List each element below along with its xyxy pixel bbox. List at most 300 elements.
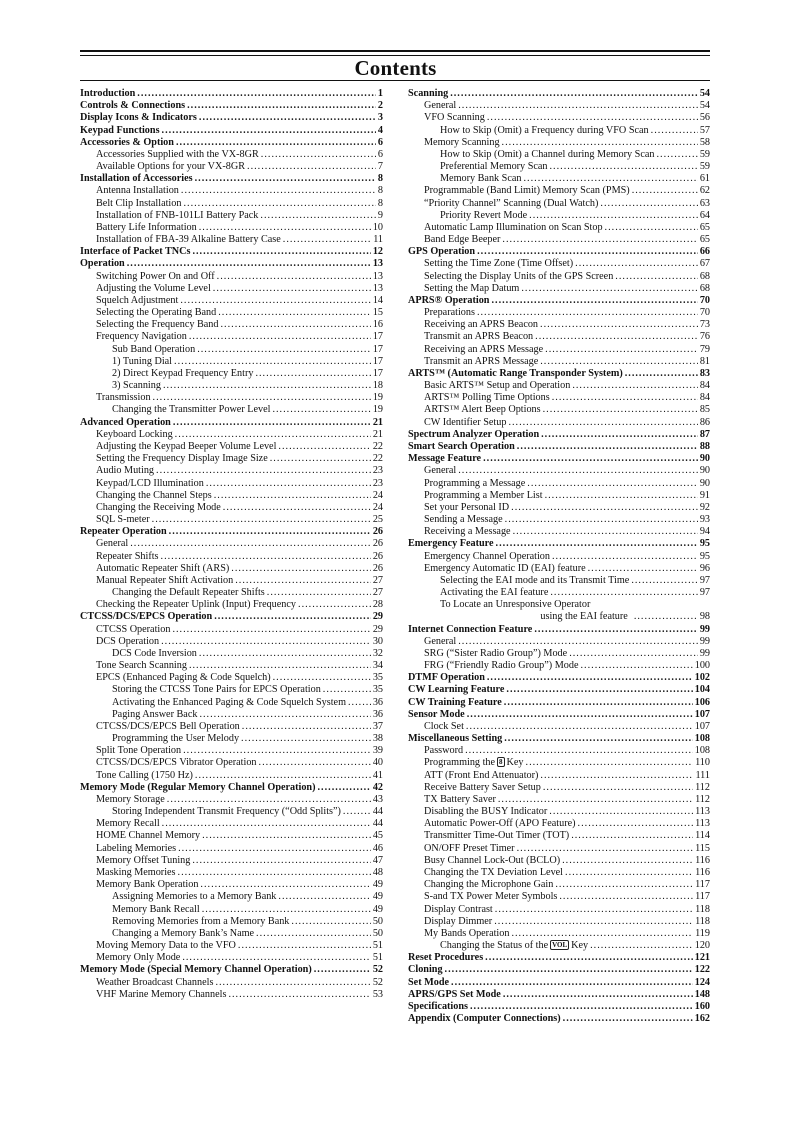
toc-page-number: 84 (699, 380, 710, 392)
toc-entry-title: Transmit an APRS Message (424, 355, 539, 367)
toc-entry[interactable] (408, 648, 710, 660)
toc-entry[interactable] (408, 210, 710, 222)
toc-entry[interactable] (408, 88, 710, 100)
dot-leader (552, 551, 698, 563)
toc-entry-title: EPCS (Enhanced Paging & Code Squelch) (96, 672, 271, 684)
toc-entry[interactable] (80, 636, 383, 648)
toc-page-number: 59 (699, 161, 710, 173)
toc-entry[interactable] (408, 770, 710, 782)
toc-entry[interactable] (80, 404, 383, 416)
toc-entry-title: Manual Repeater Shift Activation (96, 574, 234, 586)
toc-entry[interactable] (80, 660, 383, 672)
dot-leader (278, 891, 370, 903)
toc-entry[interactable] (80, 782, 383, 794)
toc-entry[interactable] (408, 855, 710, 867)
dot-leader (130, 538, 371, 550)
toc-entry[interactable] (408, 258, 710, 270)
toc-page-number: 117 (695, 891, 710, 903)
toc-entry[interactable] (80, 794, 383, 806)
toc-entry[interactable] (408, 380, 710, 392)
toc-entry[interactable] (80, 429, 383, 441)
toc-page-number: 115 (695, 842, 710, 854)
dot-leader (540, 319, 698, 331)
toc-entry[interactable] (80, 100, 383, 112)
toc-entry[interactable] (408, 684, 710, 696)
toc-entry-title: Installation of FNB-101LI Battery Pack (96, 209, 259, 221)
dot-leader (172, 624, 370, 636)
toc-entry[interactable] (408, 940, 710, 952)
toc-entry[interactable] (80, 867, 383, 879)
toc-page-number: 112 (695, 793, 710, 805)
dot-leader (195, 173, 376, 185)
toc-entry[interactable] (80, 757, 383, 769)
toc-entry-title: General (424, 635, 457, 647)
toc-entry[interactable] (408, 173, 710, 185)
dot-leader (221, 319, 371, 331)
toc-page-number: 9 (377, 209, 383, 221)
toc-entry[interactable] (80, 258, 383, 270)
dot-leader (513, 526, 698, 538)
toc-entry[interactable] (408, 295, 710, 307)
toc-entry[interactable] (408, 672, 710, 684)
toc-entry-title: Transmit an APRS Beacon (424, 331, 534, 343)
toc-page-number: 38 (372, 733, 383, 745)
toc-entry[interactable] (80, 149, 383, 161)
toc-entry-title: Controls & Connections (80, 100, 186, 112)
toc-entry[interactable] (408, 429, 710, 441)
toc-entry[interactable] (408, 283, 710, 295)
toc-entry[interactable] (80, 964, 383, 976)
toc-entry-title: DCS Operation (96, 635, 160, 647)
toc-entry[interactable] (80, 125, 383, 137)
toc-entry[interactable] (408, 1013, 710, 1025)
toc-entry[interactable] (80, 843, 383, 855)
toc-entry-title: VHF Marine Memory Channels (96, 988, 227, 1000)
toc-entry[interactable] (408, 891, 710, 903)
toc-page-number: 81 (699, 355, 710, 367)
toc-entry[interactable] (80, 830, 383, 842)
toc-entry[interactable] (80, 453, 383, 465)
toc-entry[interactable] (408, 721, 710, 733)
toc-page-number: 97 (699, 587, 710, 599)
toc-entry-title: Tone Search Scanning (96, 660, 187, 672)
toc-entry[interactable] (408, 161, 710, 173)
dot-leader (496, 538, 698, 550)
toc-page-number: 106 (694, 696, 710, 708)
toc-entry[interactable] (408, 806, 710, 818)
toc-entry[interactable] (408, 465, 710, 477)
toc-entry[interactable] (80, 575, 383, 587)
toc-entry-title: Memory Bank Operation (96, 879, 199, 891)
toc-page-number: 118 (695, 903, 710, 915)
toc-entry[interactable] (408, 794, 710, 806)
toc-page-number: 16 (372, 319, 383, 331)
toc-entry[interactable] (408, 478, 710, 490)
dot-leader (197, 344, 371, 356)
toc-entry[interactable] (408, 417, 710, 429)
toc-entry[interactable] (80, 648, 383, 660)
toc-entry-title: S-and TX Power Meter Symbols (424, 891, 558, 903)
toc-entry[interactable] (408, 745, 710, 757)
toc-entry[interactable] (408, 112, 710, 124)
toc-entry-title: “Priority Channel” Scanning (Dual Watch) (424, 197, 599, 209)
toc-entry-title: ON/OFF Preset Timer (424, 842, 515, 854)
toc-entry[interactable] (80, 161, 383, 173)
toc-entry[interactable] (80, 417, 383, 429)
toc-page-number: 65 (699, 234, 710, 246)
toc-entry[interactable] (80, 185, 383, 197)
dot-leader (634, 611, 698, 623)
toc-entry[interactable] (408, 392, 710, 404)
dot-leader (169, 526, 371, 538)
toc-entry-title: Programming a Message (424, 477, 526, 489)
toc-entry-title: Receive Battery Saver Setup (424, 781, 541, 793)
toc-entry[interactable] (408, 818, 710, 830)
dot-leader (298, 599, 371, 611)
dot-leader (180, 295, 370, 307)
toc-page-number: 119 (695, 927, 710, 939)
toc-entry-title: Setting the Time Zone (Time Offset) (424, 258, 574, 270)
toc-entry-title: Frequency Navigation (96, 331, 187, 343)
toc-entry[interactable] (80, 855, 383, 867)
toc-entry[interactable] (80, 611, 383, 623)
page-title: Contents (354, 56, 437, 80)
toc-entry[interactable] (80, 989, 383, 1001)
toc-entry[interactable] (408, 502, 710, 514)
dot-leader (199, 222, 371, 234)
toc-entry-title: Switching Power On and Off (96, 270, 215, 282)
toc-entry[interactable] (408, 441, 710, 453)
toc-entry[interactable] (80, 916, 383, 928)
dot-leader (527, 478, 698, 490)
toc-entry[interactable] (80, 490, 383, 502)
toc-entry[interactable] (408, 709, 710, 721)
toc-entry-title: Password (424, 745, 464, 757)
toc-entry[interactable] (408, 611, 710, 623)
toc-entry[interactable] (80, 904, 383, 916)
toc-page-number: 46 (372, 842, 383, 854)
toc-entry[interactable] (80, 891, 383, 903)
toc-entry-title: Receiving a Message (424, 526, 511, 538)
dot-leader (651, 125, 698, 137)
toc-page-number: 66 (699, 246, 710, 258)
dot-leader (161, 636, 371, 648)
toc-entry[interactable] (408, 149, 710, 161)
toc-entry[interactable] (408, 307, 710, 319)
toc-entry[interactable] (80, 344, 383, 356)
dot-leader (256, 928, 371, 940)
toc-entry-title: APRS/GPS Set Mode (408, 988, 501, 1000)
toc-entry[interactable] (80, 392, 383, 404)
toc-entry[interactable] (408, 368, 710, 380)
toc-entry[interactable] (408, 137, 710, 149)
toc-page-number: 41 (372, 769, 383, 781)
toc-entry-title: SQL S-meter (96, 514, 150, 526)
toc-page-number: 90 (699, 465, 710, 477)
dot-leader (182, 952, 370, 964)
toc-entry[interactable] (80, 879, 383, 891)
toc-entry[interactable] (80, 684, 383, 696)
dot-leader (162, 125, 376, 137)
toc-entry-title: using the EAI feature (540, 611, 628, 623)
toc-entry[interactable] (408, 246, 710, 258)
toc-entry-title: Belt Clip Installation (96, 197, 182, 209)
dot-leader (176, 137, 376, 149)
toc-entry-title: Selecting the Display Units of the GPS Screen (424, 270, 614, 282)
toc-entry[interactable] (80, 599, 383, 611)
dot-leader (260, 210, 376, 222)
dot-leader (152, 514, 371, 526)
toc-entry[interactable] (80, 672, 383, 684)
toc-entry[interactable] (408, 125, 710, 137)
toc-entry[interactable] (408, 830, 710, 842)
toc-entry[interactable] (408, 757, 710, 769)
toc-entry[interactable] (408, 514, 710, 526)
toc-entry-title: Programmable (Band Limit) Memory Scan (PMS) (424, 185, 630, 197)
toc-entry[interactable] (408, 356, 710, 368)
toc-page-number: 96 (699, 562, 710, 574)
toc-page-number: 63 (699, 197, 710, 209)
toc-entry[interactable] (408, 331, 710, 343)
toc-page-number: 86 (699, 416, 710, 428)
toc-entry[interactable] (408, 404, 710, 416)
toc-page-number: 26 (372, 550, 383, 562)
dot-leader (238, 940, 371, 952)
toc-entry[interactable] (408, 344, 710, 356)
toc-entry[interactable] (80, 770, 383, 782)
toc-entry[interactable] (408, 952, 710, 964)
toc-entry[interactable] (80, 563, 383, 575)
toc-entry[interactable] (80, 137, 383, 149)
toc-entry[interactable] (408, 575, 710, 587)
toc-entry[interactable] (80, 818, 383, 830)
toc-entry[interactable] (408, 222, 710, 234)
toc-page-number: 51 (372, 940, 383, 952)
toc-entry[interactable] (408, 563, 710, 575)
toc-entry-title: Basic ARTS™ Setup and Operation (424, 380, 571, 392)
toc-entry-title: Adjusting the Volume Level (96, 282, 211, 294)
toc-entry[interactable] (408, 916, 710, 928)
toc-page-number: 47 (372, 854, 383, 866)
toc-entry-title: Smart Search Operation (408, 440, 515, 452)
dot-leader (485, 952, 693, 964)
toc-page-number: 24 (372, 489, 383, 501)
toc-page-number: 116 (695, 854, 710, 866)
toc-entry[interactable] (80, 283, 383, 295)
toc-entry[interactable] (408, 453, 710, 465)
toc-entry[interactable] (408, 782, 710, 794)
toc-entry[interactable] (80, 502, 383, 514)
dot-leader (247, 161, 376, 173)
toc-page-number: 95 (699, 550, 710, 562)
toc-entry[interactable] (80, 88, 383, 100)
toc-entry[interactable] (80, 721, 383, 733)
toc-entry[interactable] (80, 441, 383, 453)
toc-entry[interactable] (408, 490, 710, 502)
toc-entry[interactable] (80, 368, 383, 380)
toc-entry[interactable] (80, 356, 383, 368)
dot-leader (270, 453, 371, 465)
dot-leader (267, 587, 371, 599)
toc-entry[interactable] (80, 295, 383, 307)
dot-leader (223, 502, 371, 514)
toc-entry[interactable] (80, 319, 383, 331)
toc-entry-title: Removing Memories from a Memory Bank (112, 915, 290, 927)
toc-entry[interactable] (80, 526, 383, 538)
toc-entry[interactable] (408, 271, 710, 283)
toc-page-number: 122 (694, 964, 710, 976)
toc-entry[interactable] (408, 867, 710, 879)
toc-entry[interactable] (80, 697, 383, 709)
toc-entry[interactable] (408, 624, 710, 636)
toc-entry[interactable] (80, 977, 383, 989)
toc-entry[interactable] (80, 198, 383, 210)
toc-page-number: 4 (377, 124, 383, 136)
dot-leader (261, 149, 376, 161)
toc-page-number: 27 (372, 574, 383, 586)
dot-leader (540, 356, 698, 368)
toc-entry-title: Changing the Channel Steps (96, 489, 212, 501)
toc-entry-title: Receiving an APRS Beacon (424, 319, 539, 331)
toc-entry[interactable] (408, 551, 710, 563)
toc-entry[interactable] (408, 100, 710, 112)
toc-page-number: 26 (372, 538, 383, 550)
toc-entry-title: CTCSS/DCS/EPCS Bell Operation (96, 720, 240, 732)
toc-entry-title: Changing the Transmitter Power Level (112, 404, 271, 416)
toc-entry[interactable] (408, 904, 710, 916)
dot-leader (521, 283, 697, 295)
dot-leader (466, 721, 693, 733)
toc-page-number: 68 (699, 282, 710, 294)
toc-page-number: 32 (372, 647, 383, 659)
toc-entry[interactable] (80, 246, 383, 258)
toc-entry[interactable] (80, 478, 383, 490)
toc-entry[interactable] (80, 514, 383, 526)
toc-entry[interactable] (80, 210, 383, 222)
toc-entry-title: Masking Memories (96, 867, 176, 878)
toc-entry[interactable] (80, 551, 383, 563)
toc-entry[interactable] (408, 660, 710, 672)
dot-leader (127, 258, 371, 270)
toc-entry-title: General (96, 538, 129, 550)
toc-entry[interactable] (408, 977, 710, 989)
toc-entry[interactable] (408, 198, 710, 210)
toc-entry[interactable] (80, 745, 383, 757)
toc-entry-title: ATT (Front End Attenuator) (424, 769, 539, 781)
dot-leader (470, 1001, 693, 1013)
toc-entry-title: Preparations (424, 307, 475, 319)
toc-entry[interactable] (408, 319, 710, 331)
toc-entry[interactable] (408, 928, 710, 940)
toc-entry-title: Clock Set (424, 720, 464, 732)
toc-page-number: 87 (699, 428, 710, 440)
toc-entry-title: Changing the TX Deviation Level (424, 867, 564, 878)
toc-entry-title: Memory Scanning (424, 136, 500, 148)
toc-entry[interactable] (408, 879, 710, 891)
toc-entry[interactable] (80, 380, 383, 392)
toc-page-number: 108 (694, 733, 710, 745)
toc-page-number: 88 (699, 440, 710, 452)
toc-entry[interactable] (80, 952, 383, 964)
toc-entry[interactable] (80, 928, 383, 940)
toc-page-number: 22 (372, 440, 383, 452)
toc-page-number: 15 (372, 307, 383, 319)
toc-entry[interactable] (80, 733, 383, 745)
toc-entry[interactable] (408, 538, 710, 550)
toc-page-number: 19 (372, 392, 383, 404)
toc-page-number: 108 (694, 745, 710, 757)
toc-entry-title: Available Options for your VX-8GR (96, 161, 246, 173)
toc-entry[interactable] (408, 989, 710, 1001)
toc-entry[interactable] (408, 636, 710, 648)
toc-entry[interactable] (408, 234, 710, 246)
toc-entry[interactable] (80, 112, 383, 124)
dot-leader (318, 782, 371, 794)
toc-entry[interactable] (408, 587, 710, 599)
toc-page-number: 92 (699, 501, 710, 513)
dot-leader (314, 964, 371, 976)
toc-entry[interactable] (80, 940, 383, 952)
toc-entry[interactable] (408, 964, 710, 976)
toc-entry-title: General (424, 465, 457, 477)
toc-entry[interactable] (80, 173, 383, 185)
toc-page-number: 6 (377, 148, 383, 160)
toc-entry[interactable] (408, 526, 710, 538)
toc-entry[interactable] (80, 709, 383, 721)
toc-entry[interactable] (408, 733, 710, 745)
toc-entry[interactable] (80, 234, 383, 246)
toc-entry[interactable] (80, 806, 383, 818)
toc-entry[interactable] (408, 185, 710, 197)
toc-entry[interactable] (80, 331, 383, 343)
toc-entry[interactable] (80, 538, 383, 550)
toc-entry-title: Keypad Functions (80, 124, 160, 136)
dot-leader (535, 331, 698, 343)
toc-entry[interactable] (408, 599, 710, 611)
toc-page-number: 118 (695, 915, 710, 927)
toc-entry[interactable] (408, 697, 710, 709)
dot-leader (228, 989, 370, 1001)
toc-entry-title: Miscellaneous Setting (408, 733, 503, 745)
toc-entry-title: Sensor Mode (408, 708, 465, 720)
toc-page-number: 43 (372, 793, 383, 805)
dot-leader (218, 307, 371, 319)
toc-entry-title: Labeling Memories (96, 842, 177, 854)
dot-leader (458, 100, 698, 112)
dot-leader (156, 465, 371, 477)
dot-leader (526, 757, 694, 769)
toc-page-number: 23 (372, 465, 383, 477)
toc-page-number: 52 (372, 976, 383, 988)
toc-entry-title: Memory Bank Scan (440, 173, 522, 185)
toc-page-number: 83 (699, 367, 710, 379)
dot-leader (202, 904, 371, 916)
toc-entry[interactable] (80, 222, 383, 234)
toc-entry[interactable] (80, 271, 383, 283)
toc-entry[interactable] (80, 465, 383, 477)
dot-leader (540, 770, 693, 782)
dot-leader (541, 429, 698, 441)
toc-entry[interactable] (80, 624, 383, 636)
toc-entry[interactable] (408, 1001, 710, 1013)
toc-page-number: 57 (699, 124, 710, 136)
toc-entry[interactable] (80, 587, 383, 599)
toc-entry[interactable] (408, 843, 710, 855)
dot-leader (505, 514, 698, 526)
toc-entry[interactable] (80, 307, 383, 319)
toc-page-number: 17 (372, 343, 383, 355)
toc-entry-title: Installation of FBA-39 Alkaline Battery Case (96, 234, 281, 246)
